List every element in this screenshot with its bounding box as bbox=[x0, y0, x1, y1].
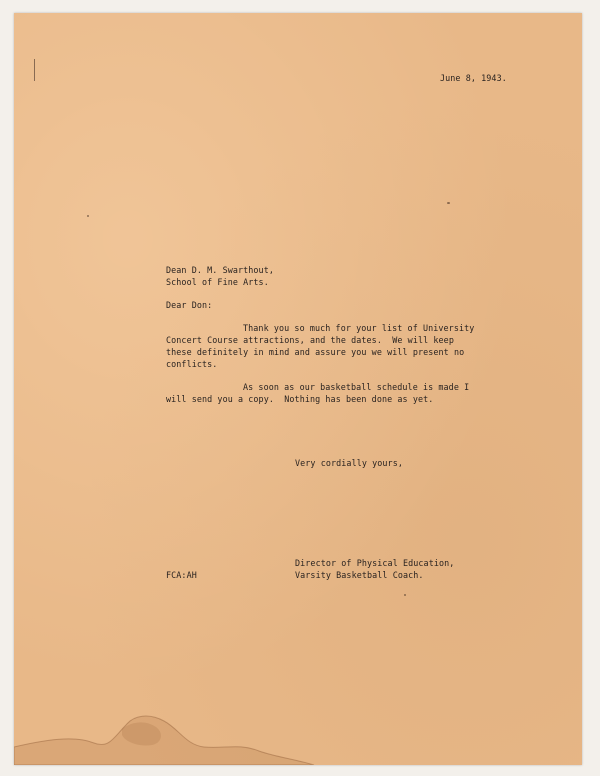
signature-title1: Director of Physical Education, bbox=[295, 558, 455, 568]
paragraph1-line3: these definitely in mind and assure you we will present no bbox=[166, 347, 465, 357]
speck bbox=[447, 202, 450, 204]
salutation: Dear Don: bbox=[166, 300, 213, 310]
signature-title2: Varsity Basketball Coach. bbox=[295, 570, 424, 580]
paragraph1-line4: conflicts. bbox=[166, 359, 218, 369]
letter-date: June 8, 1943. bbox=[440, 73, 507, 83]
paragraph2-line2: will send you a copy. Nothing has been done as yet. bbox=[166, 394, 434, 404]
paragraph2-line1: As soon as our basketball schedule is made I bbox=[243, 382, 470, 392]
recipient-name: Dean D. M. Swarthout, bbox=[166, 265, 274, 275]
paragraph1-line2: Concert Course attractions, and the dates. We will keep bbox=[166, 335, 454, 345]
speck bbox=[87, 215, 89, 217]
speck bbox=[404, 594, 406, 596]
recipient-school: School of Fine Arts. bbox=[166, 277, 269, 287]
water-stain bbox=[14, 685, 334, 765]
reference-initials: FCA:AH bbox=[166, 570, 197, 580]
closing: Very cordially yours, bbox=[295, 458, 403, 468]
letter-paper bbox=[14, 13, 582, 765]
paragraph1-line1: Thank you so much for your list of University bbox=[243, 323, 475, 333]
paper-mark bbox=[34, 59, 35, 81]
